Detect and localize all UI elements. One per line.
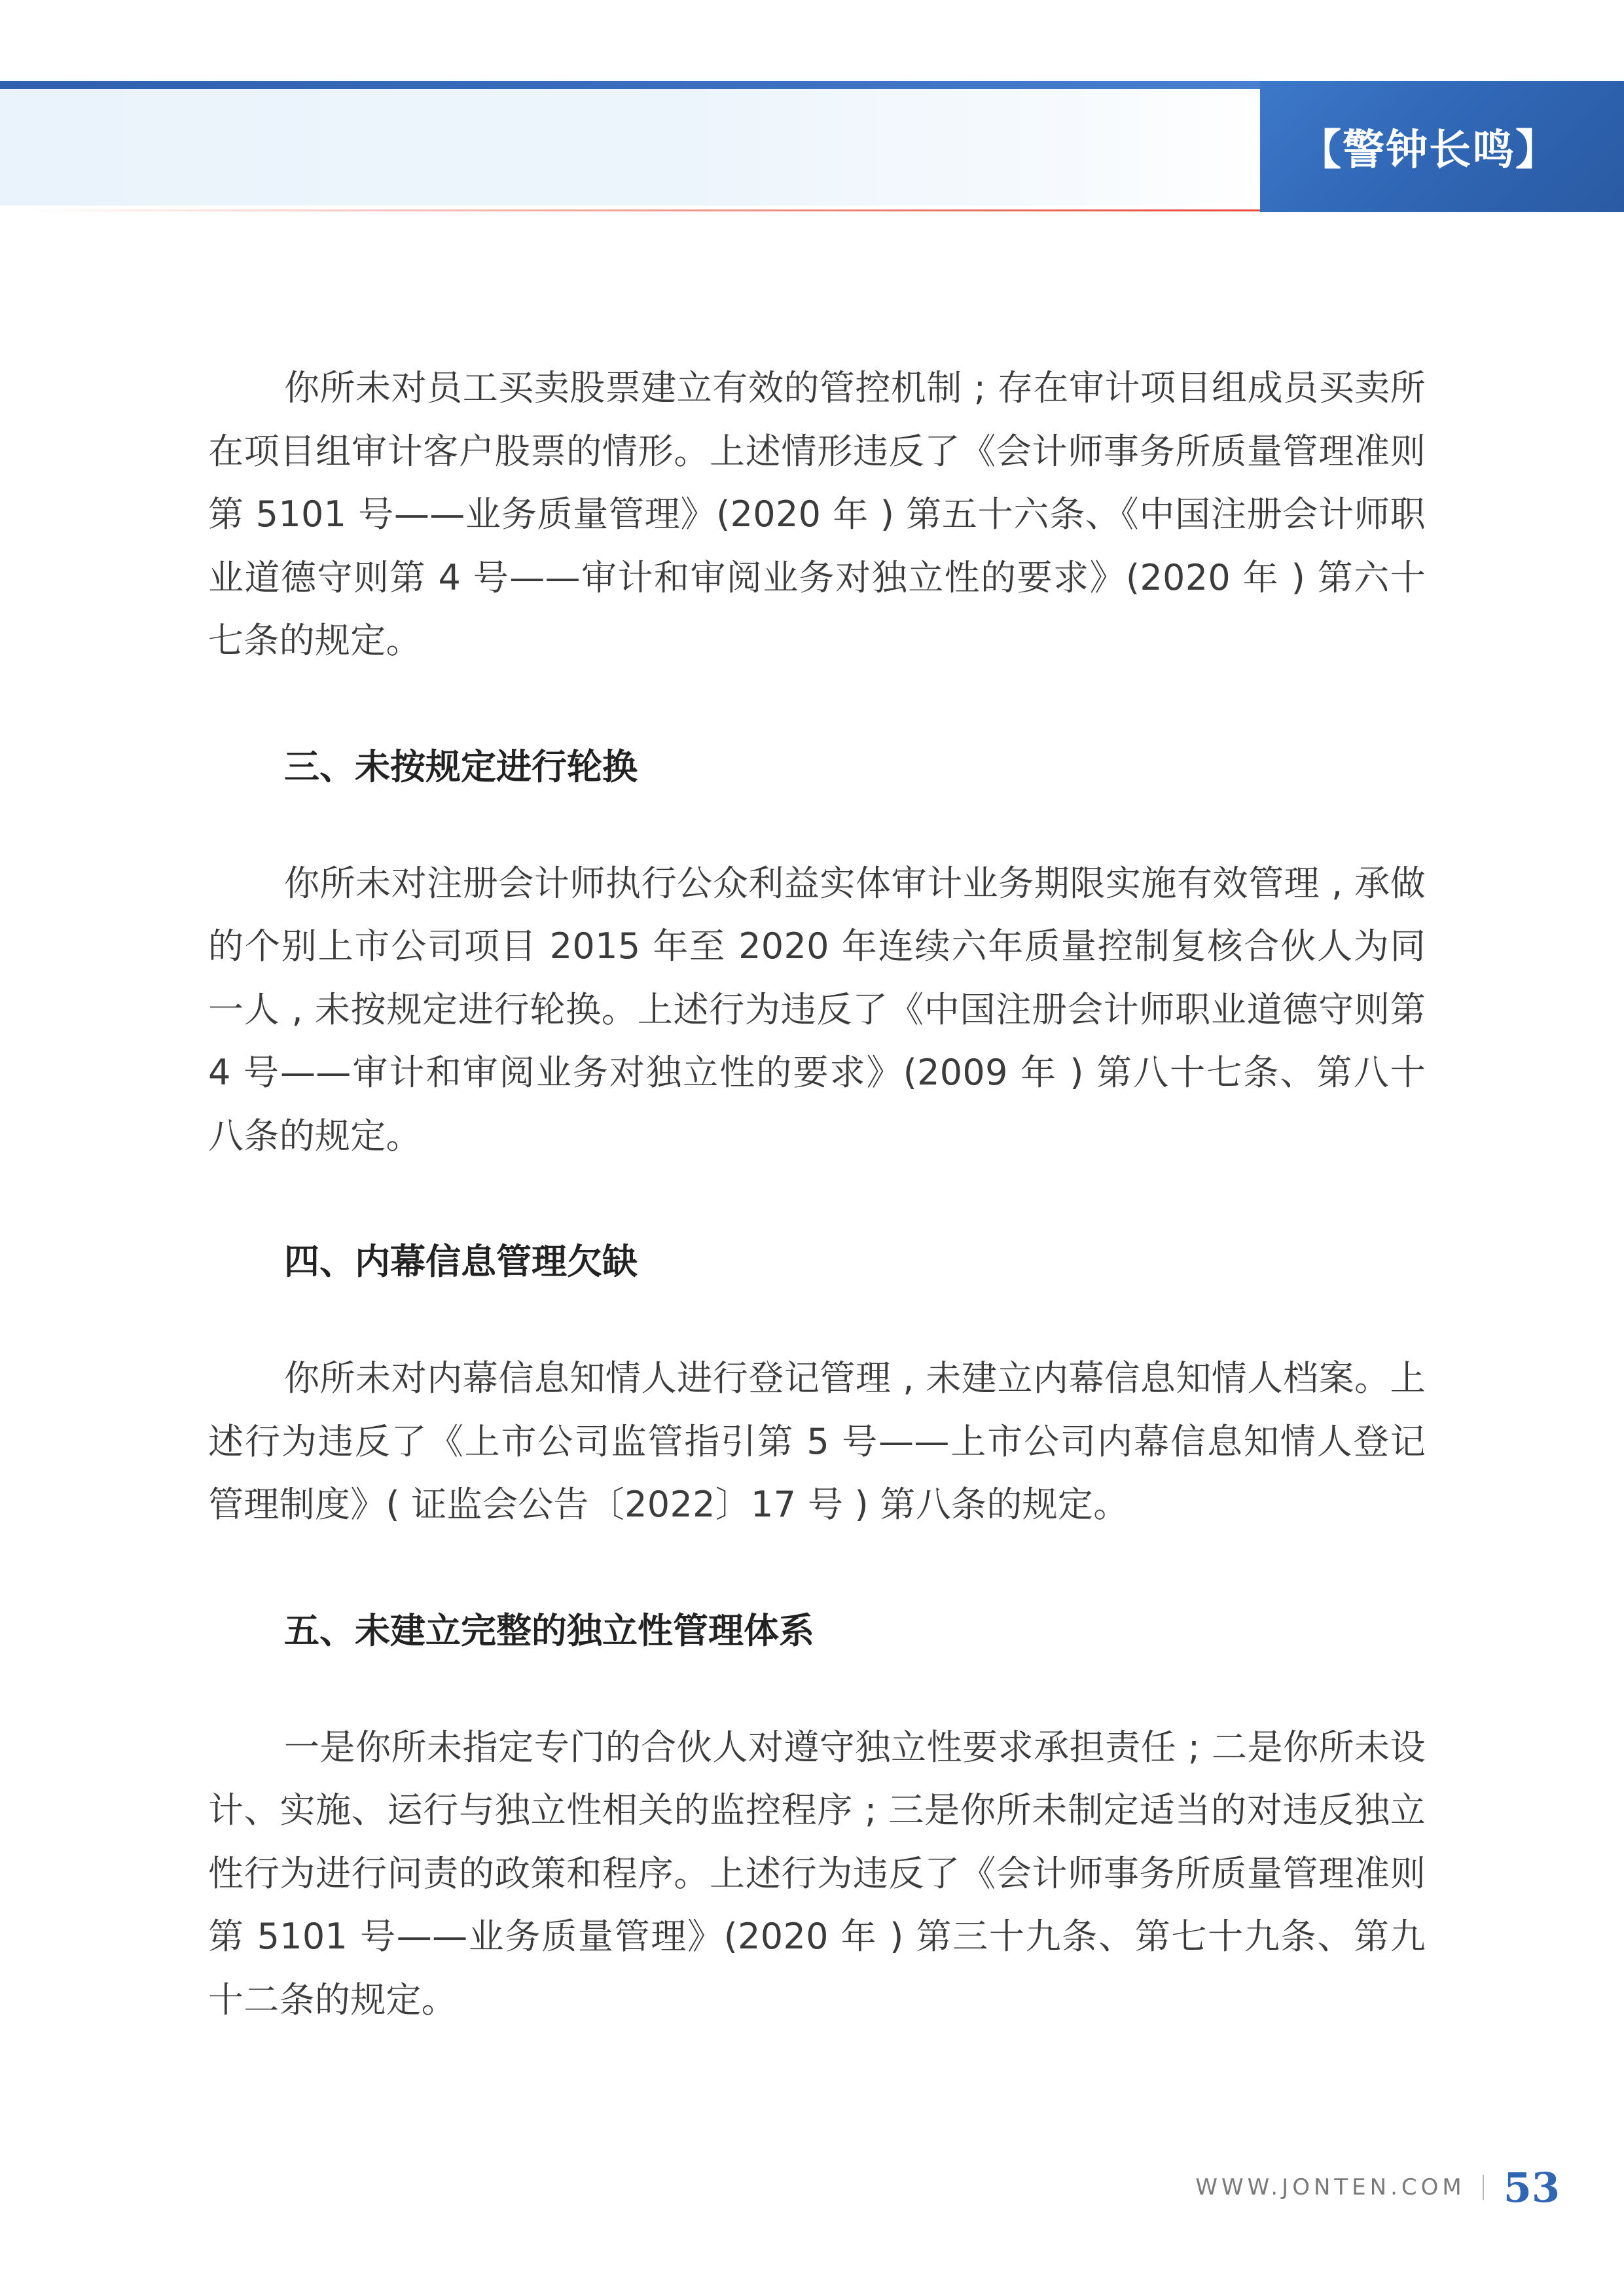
page-number: 53 xyxy=(1503,2163,1560,2212)
header-accent-line xyxy=(26,209,1260,211)
header-top-rule xyxy=(0,81,1260,89)
section-tag xyxy=(1260,81,1624,212)
footer-divider xyxy=(1483,2175,1484,2200)
header-band xyxy=(0,89,1260,206)
section-heading-insider-info: 四、内幕信息管理欠缺 xyxy=(284,1241,638,1282)
paragraph-independence-controls: 你所未对员工买卖股票建立有效的管控机制 ; 存在审计项目组成员买卖所在项目组审计客户股票的情形。上述情形违反了《会计师事务所质量管理准则第 5101 号——业务质量管理》(2020 年 ) 第五十六条、《中国注册会计师职业道德守则第 4 号——审计和审阅业务对独立性的要求》(2020 年 ) 第六十七条的规定。 xyxy=(208,367,1426,661)
paragraph-rotation: 你所未对注册会计师执行公众利益实体审计业务期限实施有效管理 , 承做的个别上市公司项目 2015 年至 2020 年连续六年质量控制复核合伙人为同一人 , 未按规定进行轮换。上述行为违反了《中国注册会计师职业道德守则第 4 号——审计和审阅业务对独立性的要求》(2009 年 ) 第八十七条、第八十八条的规定。 xyxy=(208,862,1426,1157)
paragraph-insider-info: 你所未对内幕信息知情人进行登记管理 , 未建立内幕信息知情人档案。上述行为违反了《上市公司监管指引第 5 号——上市公司内幕信息知情人登记管理制度》( 证监会公告〔2022〕17 号 ) 第八条的规定。 xyxy=(208,1357,1426,1525)
paragraph-independence-system: 一是你所未指定专门的合伙人对遵守独立性要求承担责任 ; 二是你所未设计、实施、运行与独立性相关的监控程序 ; 三是你所未制定适当的对违反独立性行为进行问责的政策和程序。上述行为违反了《会计师事务所质量管理准则第 5101 号——业务质量管理》(2020 年 ) 第三十九条、第七十九条、第九十二条的规定。 xyxy=(208,1726,1426,2020)
section-heading-rotation: 三、未按规定进行轮换 xyxy=(284,745,638,787)
website-link[interactable]: WWW.JONTEN.COM xyxy=(1195,2174,1466,2200)
page-footer xyxy=(1195,2164,1560,2211)
article-body xyxy=(208,357,1426,2032)
section-heading-independence-system: 五、未建立完整的独立性管理体系 xyxy=(284,1609,814,1651)
section-tag-label: 【警钟长鸣】 xyxy=(1299,126,1559,175)
